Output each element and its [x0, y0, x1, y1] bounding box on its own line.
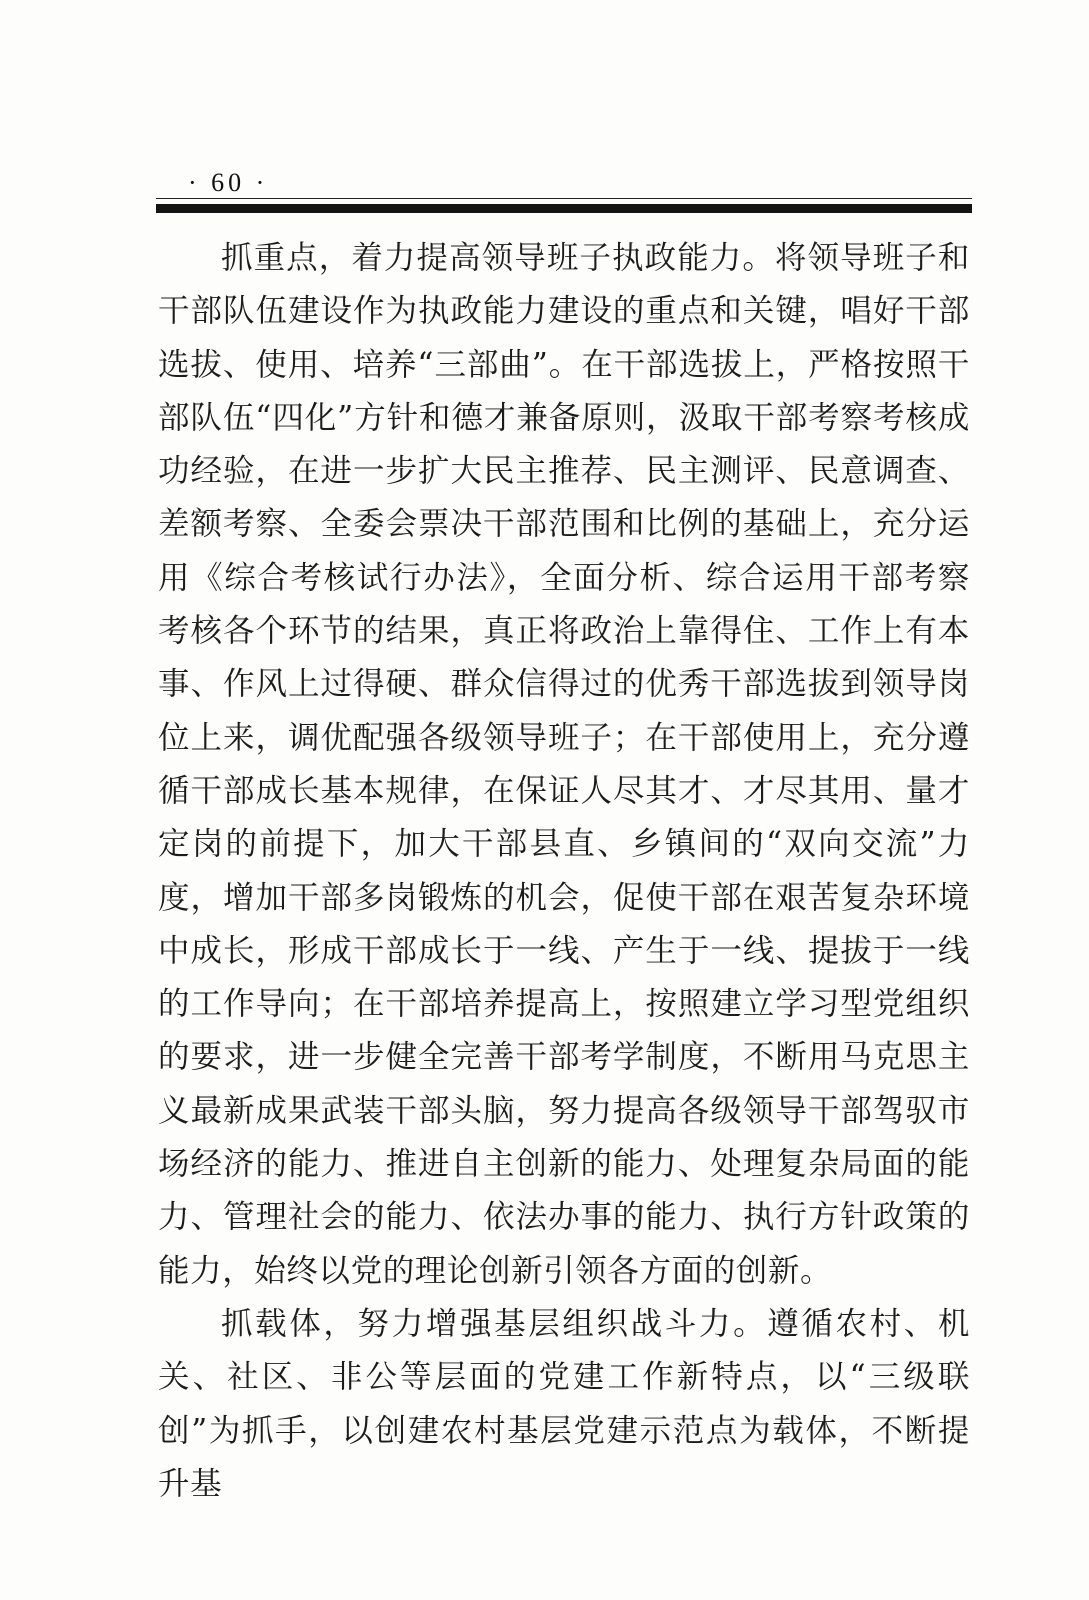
paragraph-leadership: 抓重点，着力提高领导班子执政能力。将领导班子和干部队伍建设作为执政能力建设的重点和关键，唱好干部选拔、使用、培养“三部曲”。在干部选拔上，严格按照干部队伍“四化”方针和德才兼备原则，汲取干部考察考核成功经验，在进一步扩大民主推荐、民主测评、民意调查、差额考察、全委会票决干部范围和比例的基础上，充分运用《综合考核试行办法》，全面分析、综合运用干部考察考核各个环节的结果，真正将政治上靠得住、工作上有本事、作风上过得硬、群众信得过的优秀干部选拔到领导岗位上来，调优配强各级领导班子；在干部使用上，充分遵循干部成长基本规律，在保证人尽其才、才尽其用、量才定岗的前提下，加大干部县直、乡镇间的“双向交流”力度，增加干部多岗锻炼的机会，促使干部在艰苦复杂环境中成长，形成干部成长于一线、产生于一线、提拔于一线的工作导向；在干部培养提高上，按照建立学习型党组织的要求，进一步健全完善干部考学制度，不断用马克思主义最新成果武装干部头脑，努力提高各级领导干部驾驭市场经济的能力、推进自主创新的能力、处理复杂局面的能力、管理社会的能力、依法办事的能力、执行方针政策的能力，始终以党的理论创新引领各方面的创新。: [158, 240, 970, 1289]
paragraph-grassroots: 抓载体，努力增强基层组织战斗力。遵循农村、机关、社区、非公等层面的党建工作新特点，以“三级联创”为抓手，以创建农村基层党建示范点为载体，不断提升基: [158, 1305, 970, 1502]
header-rule-thick: [156, 204, 972, 213]
body-text: [158, 232, 970, 1511]
page-number: · 60 ·: [188, 168, 269, 197]
header-rule-thin: [156, 198, 972, 199]
